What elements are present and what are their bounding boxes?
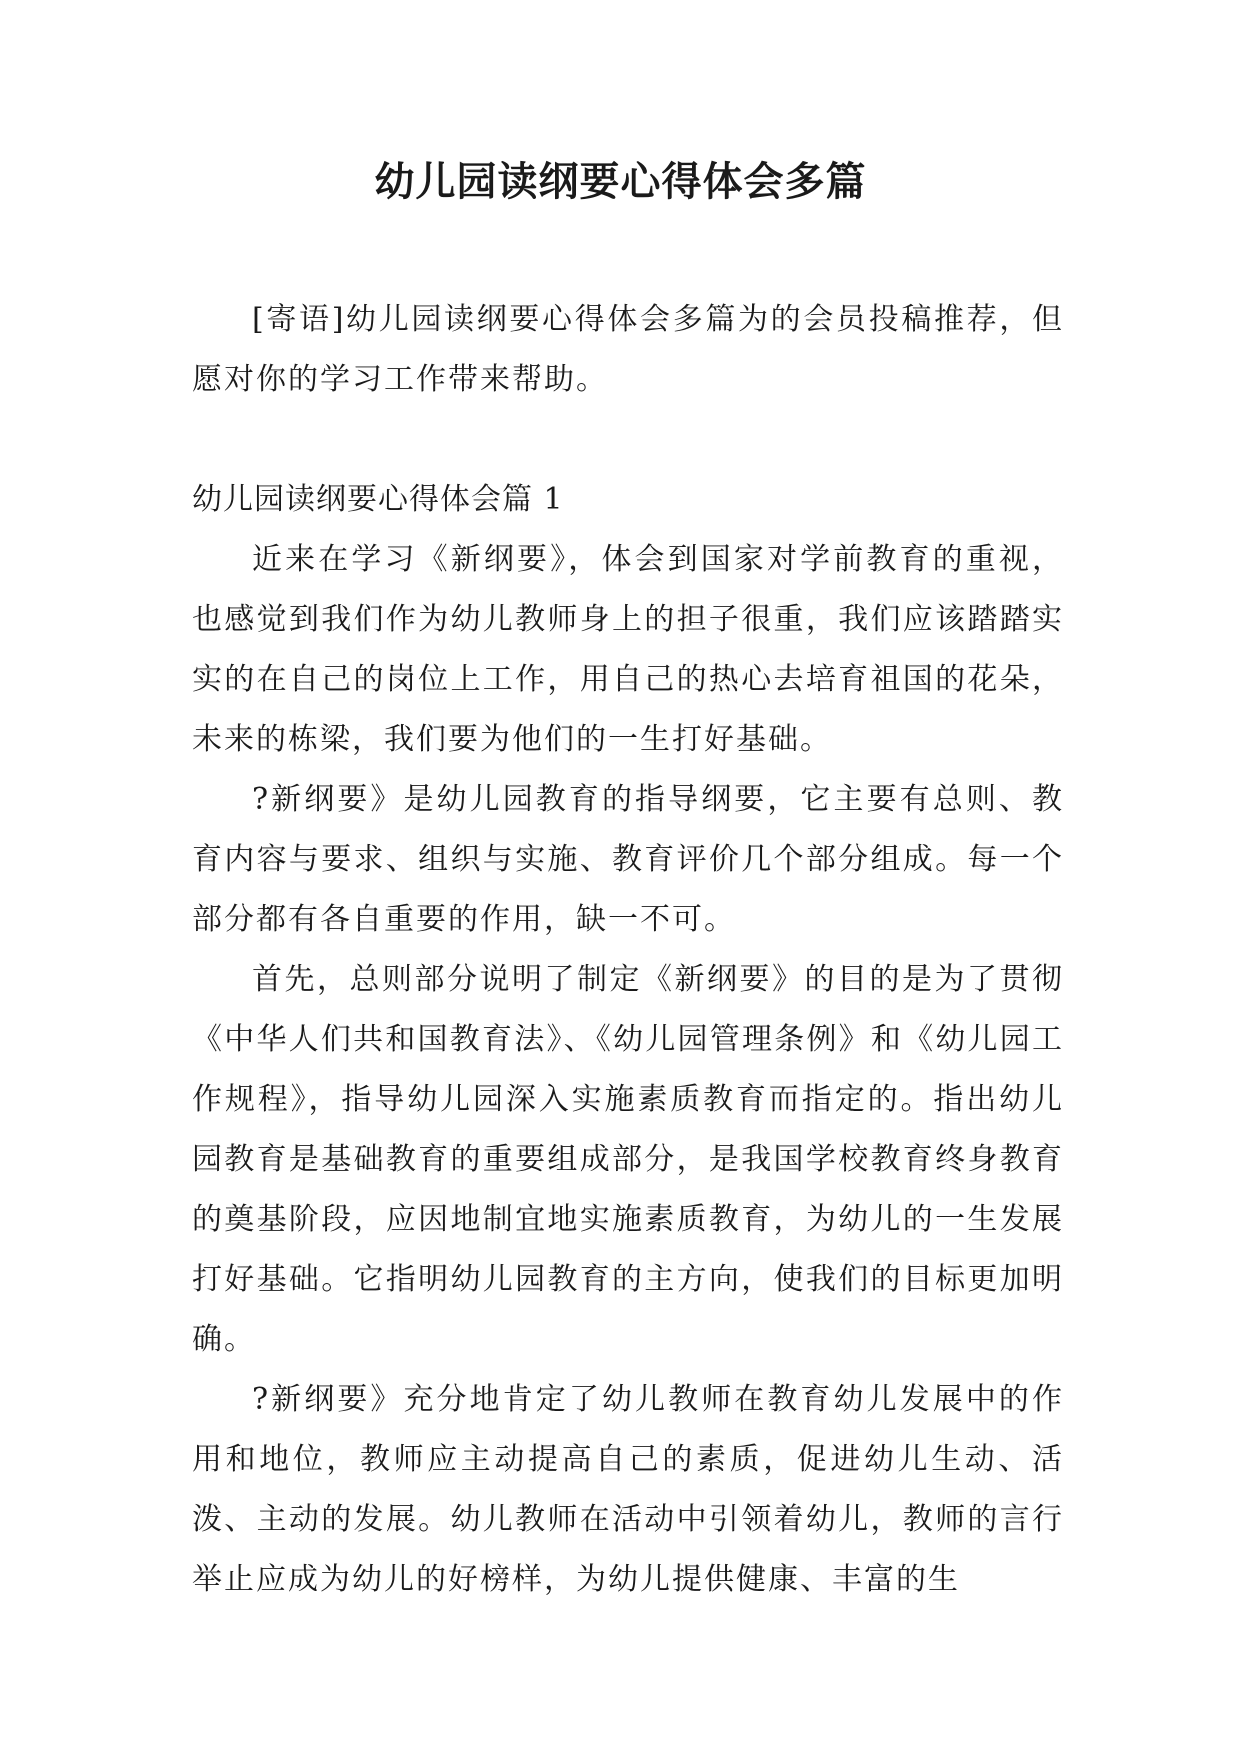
section-heading: 幼儿园读纲要心得体会篇 1 bbox=[192, 482, 564, 517]
body-paragraph-2: ?新纲要》是幼儿园教育的指导纲要，它主要有总则、教育内容与要求、组织与实施、教育评价几个部分组成。每一个部分都有各自重要的作用，缺一不可。 bbox=[192, 782, 1064, 937]
body-paragraph-4: ?新纲要》充分地肯定了幼儿教师在教育幼儿发展中的作用和地位，教师应主动提高自己的素质，促进幼儿生动、活泼、主动的发展。幼儿教师在活动中引领着幼儿，教师的言行举止应成为幼儿的好榜样，为幼儿提供健康、丰富的生 bbox=[192, 1382, 1064, 1597]
body-paragraph-1: 近来在学习《新纲要》，体会到国家对学前教育的重视，也感觉到我们作为幼儿教师身上的担子很重，我们应该踏踏实实的在自己的岗位上工作，用自己的热心去培育祖国的花朵，未来的栋梁，我们要为他们的一生打好基础。 bbox=[192, 542, 1064, 757]
document-title: 幼儿园读纲要心得体会多篇 bbox=[374, 159, 867, 205]
body-paragraph-3: 首先，总则部分说明了制定《新纲要》的目的是为了贯彻《中华人们共和国教育法》、《幼儿园管理条例》和《幼儿园工作规程》，指导幼儿园深入实施素质教育而指定的。指出幼儿园教育是基础教育的重要组成部分，是我国学校教育终身教育的奠基阶段，应因地制宜地实施素质教育，为幼儿的一生发展打好基础。它指明幼儿园教育的主方向，使我们的目标更加明确。 bbox=[192, 962, 1064, 1357]
intro-paragraph: [寄语]幼儿园读纲要心得体会多篇为的会员投稿推荐，但愿对你的学习工作带来帮助。 bbox=[192, 302, 1064, 397]
document-body bbox=[192, 290, 1064, 1610]
